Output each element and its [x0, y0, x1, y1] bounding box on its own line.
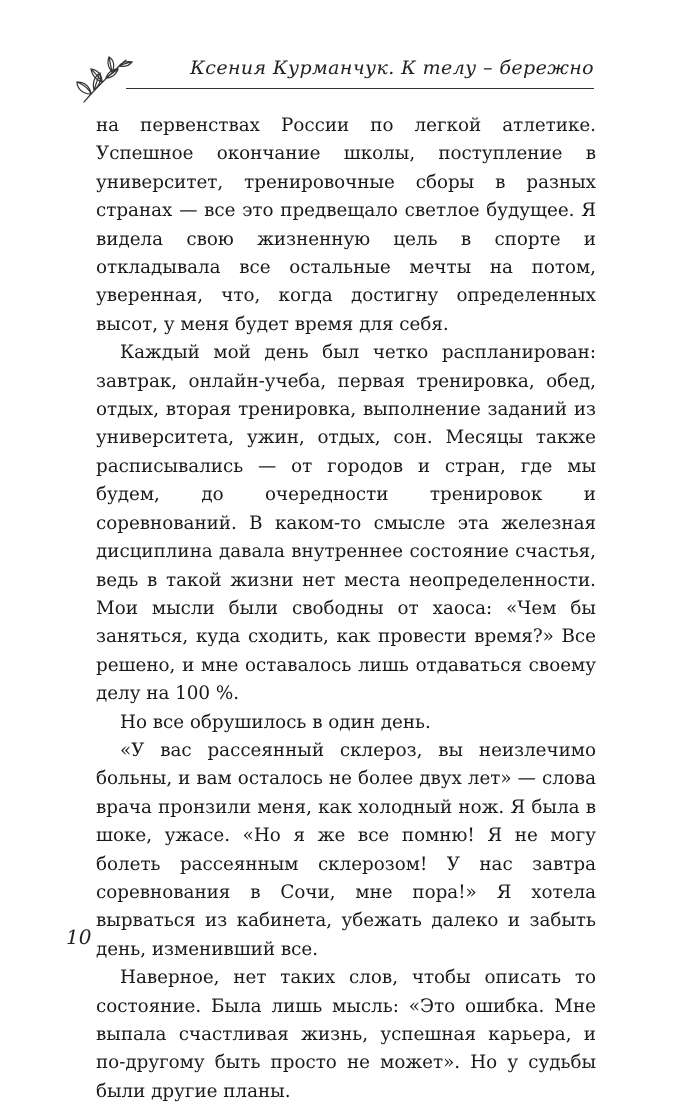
page-number: 10	[66, 925, 92, 949]
paragraph-1: на первенствах России по легкой атлетике. Успешное окончание школы, поступление в университет, тренировочные сборы в разных странах — все это предвещало светлое будущее. Я видела свою жизненную цель в спорте и откладывала все остальные мечты на потом, уверенная, что, когда достигну определенных высот, у меня будет время для себя.	[96, 115, 596, 335]
paragraph-2: Каждый мой день был четко распланирован: завтрак, онлайн-учеба, первая тренировка, обед, отдых, вторая тренировка, выполнение заданий из университета, ужин, отдых, сон. Месяцы также расписывались — от городов и стран, где мы будем, до очередности тренировок и соревнований. В каком-то смысле эта железная дисциплина давала внутреннее состояние счастья, ведь в такой жизни нет места неопределенности. Мои мысли были свободны от хаоса: «Чем бы заняться, куда сходить, как провести время?» Все решено, и мне оставалось лишь отдаваться своему делу на 100 %.	[96, 342, 596, 705]
paragraph-5: Наверное, нет таких слов, чтобы описать то состояние. Была лишь мысль: «Это ошибка. Мне выпала счастливая жизнь, успешная карьера, и по-другому быть просто не может». Но у судьбы были другие планы.	[96, 967, 596, 1102]
header-divider	[126, 88, 594, 89]
paragraph-3: Но все обрушилось в один день.	[120, 711, 431, 733]
leaf-branch-icon	[74, 48, 136, 110]
paragraph-4: «У вас рассеянный склероз, вы неизлечимо больны, и вам осталось не более двух лет» — слова врача пронзили меня, как холодный нож. Я была в шоке, ужасе. «Но я же все помню! Я не могу болеть рассеянным склерозом! У нас завтра соревнования в Сочи, мне пора!» Я хотела вырваться из кабинета, убежать далеко и забыть день, изменивший все.	[96, 739, 596, 960]
page-body	[96, 112, 596, 1106]
running-header-title: Ксения Курманчук. К телу – бережно	[190, 57, 594, 79]
